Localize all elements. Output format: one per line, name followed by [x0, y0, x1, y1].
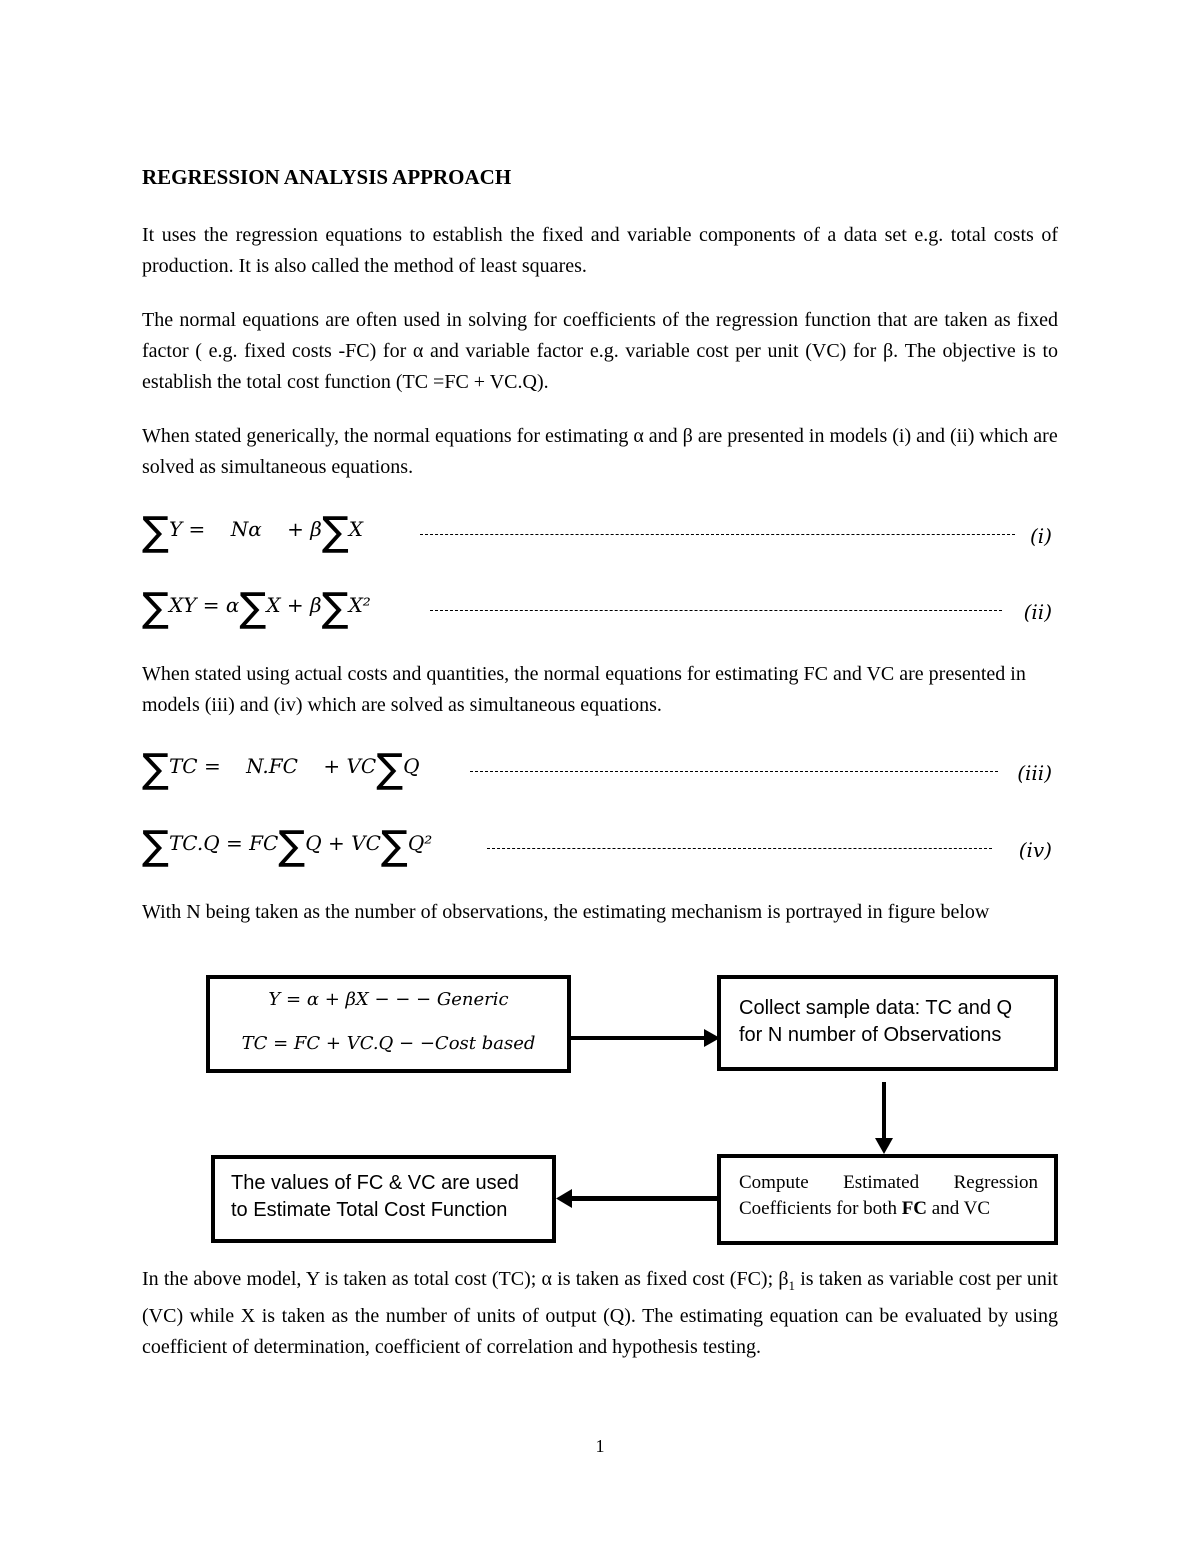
dashed-leader	[420, 534, 1015, 535]
compute-coefficients-box	[717, 1154, 1058, 1245]
sigma-symbol: ∑	[321, 509, 349, 555]
equation-ii-part: X²	[348, 593, 371, 617]
dashed-leader	[487, 848, 992, 849]
intro-paragraph: It uses the regression equations to establish the fixed and variable components of a data set e.g. total costs of production. It is also called the method of least squares.	[142, 224, 1058, 277]
equation-iii-part: Q	[403, 754, 420, 778]
explanation-text: In the above model, Y is taken as total cost (TC); α is taken as fixed cost (FC); β	[142, 1268, 789, 1290]
sigma-symbol: ∑	[142, 823, 169, 869]
arrow-down-shaft	[882, 1082, 886, 1142]
estimate-line-1: The values of FC & VC are used	[231, 1172, 519, 1194]
arrow-down-head	[875, 1138, 893, 1154]
sigma-symbol: ∑	[278, 823, 306, 869]
equation-iii	[142, 746, 1058, 795]
equation-ii-label: (ii)	[1023, 600, 1052, 624]
model-box	[206, 975, 571, 1073]
dashed-leader	[430, 610, 1002, 611]
explanation-text-end: is taken as variable cost per unit (VC) while X is taken as the number of units of output (Q). The estimating equation can be evaluated by using coefficient of determination, coefficient of correlation and hypothesis testing.	[142, 1268, 1058, 1358]
equation-ii	[142, 585, 1058, 634]
dashed-leader	[470, 771, 998, 772]
collect-data-line-2: for N number of Observations	[739, 1024, 1002, 1046]
equation-iv-part: TC.Q = FC	[168, 831, 279, 855]
normal-equations-paragraph: The normal equations are often used in solving for coefficients of the regression function that are taken as fixed factor ( e.g. fixed costs -FC) for α and variable factor e.g. variable cost per unit (VC) for β. The objective is to establish the total cost function (TC =FC + VC.Q).	[142, 309, 1058, 393]
compute-line-2-bold: FC	[901, 1198, 928, 1219]
beta-subscript: 1	[788, 1278, 796, 1293]
equation-ii-part: X + β	[266, 593, 322, 617]
sigma-symbol: ∑	[239, 585, 267, 631]
equation-iv	[142, 823, 1058, 872]
page-number: 1	[595, 1436, 605, 1456]
collect-data-line-1: Collect sample data: TC and Q	[739, 997, 1013, 1019]
equation-i-label: (i)	[1029, 524, 1052, 548]
compute-line-2-text-end: and VC	[927, 1198, 991, 1219]
sigma-symbol: ∑	[321, 585, 349, 631]
cost-model-line: TC = FC + VC.Q − −Cost based	[241, 1033, 536, 1054]
mechanism-paragraph: With N being taken as the number of observations, the estimating mechanism is portrayed in figure below	[142, 901, 990, 923]
compute-line-1: Compute Estimated Regression	[739, 1172, 1038, 1193]
section-heading: REGRESSION ANALYSIS APPROACH	[142, 165, 512, 189]
sigma-symbol: ∑	[142, 746, 169, 792]
equation-i-part: X	[348, 517, 364, 541]
equation-i	[142, 509, 1058, 558]
estimate-line-2: to Estimate Total Cost Function	[231, 1199, 508, 1221]
equation-iv-part: Q²	[407, 831, 433, 855]
estimate-function-box	[211, 1155, 556, 1243]
equation-iii-part: TC = N.FC + VC	[168, 754, 377, 778]
arrow-right-shaft	[571, 1036, 709, 1040]
arrow-left-shaft	[570, 1196, 717, 1201]
cost-equations-paragraph: When stated using actual costs and quantities, the normal equations for estimating FC and VC are presented in models (iii) and (iv) which are solved as simultaneous equations.	[142, 663, 1026, 716]
arrow-left-head	[556, 1189, 572, 1208]
equation-i-part: Y = Nα + β	[168, 517, 322, 541]
equation-iv-part: Q + VC	[305, 831, 381, 855]
sigma-symbol: ∑	[376, 746, 404, 792]
model-explanation-paragraph	[142, 1264, 1058, 1363]
generic-model-line: Y = α + βX − − − Generic	[268, 989, 509, 1010]
collect-data-box	[717, 975, 1058, 1071]
compute-line-2	[739, 1196, 1038, 1222]
compute-line-2-text: Coefficients for both	[739, 1198, 902, 1219]
generic-equations-paragraph: When stated generically, the normal equations for estimating α and β are presented in models (i) and (ii) which are solved as simultaneous equations.	[142, 425, 1058, 478]
sigma-symbol: ∑	[380, 823, 408, 869]
sigma-symbol: ∑	[142, 585, 169, 631]
sigma-symbol: ∑	[142, 509, 169, 555]
equation-iii-label: (iii)	[1017, 761, 1052, 785]
equation-iv-label: (iv)	[1018, 838, 1052, 862]
equation-ii-part: XY = α	[168, 593, 240, 617]
